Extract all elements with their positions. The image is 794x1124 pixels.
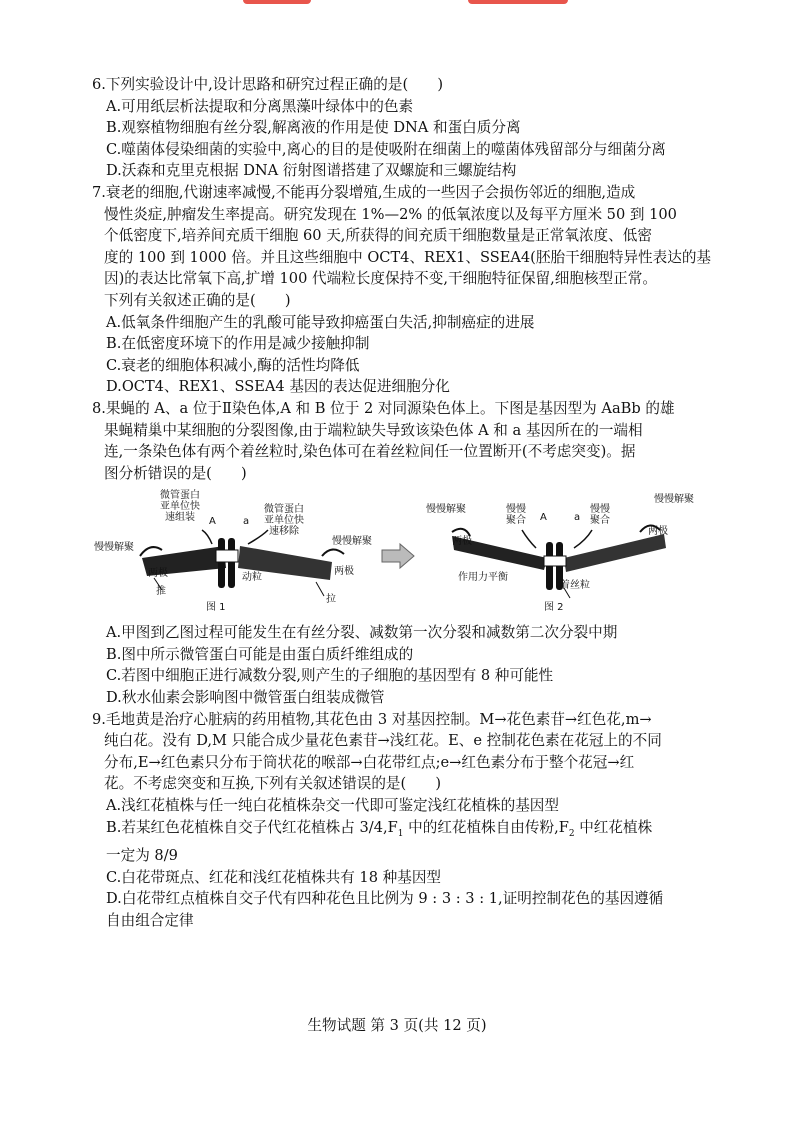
question-7 bbox=[92, 182, 714, 398]
fig1-label-push: 推 bbox=[156, 586, 166, 598]
option-d-continuation: 自由组合定律 bbox=[106, 911, 194, 929]
question-stem-line: 下列有关叙述正确的是( ) bbox=[104, 291, 291, 309]
fig1-label-pull: 拉 bbox=[326, 594, 336, 606]
option-b bbox=[92, 817, 714, 846]
option-c: C.衰老的细胞体积减小,酶的活性均降低 bbox=[106, 356, 360, 374]
option-c: C.白花带斑点、红花和浅红花植株共有 18 种基因型 bbox=[106, 868, 442, 886]
fig2-caption: 图 2 bbox=[544, 602, 564, 614]
option-b-sub-2: 2 bbox=[568, 828, 575, 839]
fig2-label-slow-disassembly-right: 慢慢解聚 bbox=[654, 494, 694, 506]
question-stem: 6.下列实验设计中,设计思路和研究过程正确的是( ) bbox=[92, 76, 444, 93]
fig2-label-gene-a: a bbox=[574, 512, 581, 524]
fig1-spindle bbox=[140, 530, 344, 596]
option-a: A.可用纸层析法提取和分离黑藻叶绿体中的色素 bbox=[106, 97, 414, 115]
fig2-label-pole-right: 两极 bbox=[648, 526, 668, 538]
option-c: C.噬菌体侵染细菌的实验中,离心的目的是使吸附在细菌上的噬菌体残留部分与细菌分离 bbox=[106, 140, 666, 158]
top-red-mark-right bbox=[468, 0, 568, 4]
page-footer: 生物试题 第 3 页(共 12 页) bbox=[307, 1017, 487, 1034]
question-stem-line: 分布,E→红色素只分布于筒状花的喉部→白花带红点;e→红色素分布于整个花冠→红 bbox=[104, 753, 635, 771]
fig1-label-slow-disassembly-left: 慢慢解聚 bbox=[94, 542, 134, 554]
fig1-label-gene-a: a bbox=[243, 516, 250, 528]
option-a: A.甲图到乙图过程可能发生在有丝分裂、减数第一次分裂和减数第二次分裂中期 bbox=[106, 624, 618, 642]
fig2-spindle bbox=[452, 526, 666, 599]
question-stem-line: 纯白花。没有 D,M 只能合成少量花色素苷→浅红花。E、e 控制花色素在花冠上的不同 bbox=[104, 732, 662, 750]
option-a: A.浅红花植株与任一纯白花植株杂交一代即可鉴定浅红花植株的基因型 bbox=[106, 797, 559, 815]
question-stem-line: 连,一条染色体有两个着丝粒时,染色体可在着丝粒间任一位置断开(不考虑突变)。据 bbox=[104, 443, 636, 461]
fig1-label-slow-disassembly-right: 慢慢解聚 bbox=[332, 536, 372, 548]
option-b-sub-1: 1 bbox=[397, 828, 404, 839]
fig2-label-slow-assembly-right: 慢慢 聚合 bbox=[590, 504, 610, 527]
transition-arrow bbox=[382, 544, 414, 568]
option-d: D.白花带红点植株自交子代有四种花色且比例为 9 : 3 : 3 : 1,证明控制花色的基因遵循 bbox=[106, 890, 664, 908]
fig2-label-gene-A: A bbox=[540, 512, 547, 524]
question-stem-line: 图分析错误的是( ) bbox=[104, 464, 247, 482]
option-b: B.图中所示微管蛋白可能是由蛋白质纤维组成的 bbox=[106, 645, 414, 663]
question-8 bbox=[92, 398, 714, 709]
fig1-label-tubulin-fast-removal: 微管蛋白 亚单位快 速移除 bbox=[264, 504, 304, 538]
fig2-label-centromere: 着丝粒 bbox=[560, 580, 590, 592]
option-b-text-3: 中红花植株 bbox=[574, 818, 653, 836]
question-stem-line: 8.果蝇的 A、a 位于Ⅱ染色体,A 和 B 位于 2 对同源染色体上。下图是基因型为 AaBb 的雄 bbox=[92, 399, 675, 417]
question-9 bbox=[92, 709, 714, 932]
question-stem-line: 果蝇精巢中某细胞的分裂图像,由于端粒缺失导致该染色体 A 和 a 基因所在的一端相 bbox=[104, 421, 643, 439]
fig2-label-slow-assembly-left: 慢慢 聚合 bbox=[506, 504, 526, 527]
option-d: D.秋水仙素会影响图中微管蛋白组装成微管 bbox=[106, 689, 385, 707]
question-stem-line: 慢性炎症,肿瘤发生率提高。研究发现在 1%—2% 的低氧浓度以及每平方厘米 50 到 100 bbox=[104, 205, 677, 223]
top-red-mark-left bbox=[243, 0, 311, 4]
option-d: D.OCT4、REX1、SSEA4 基因的表达促进细胞分化 bbox=[106, 378, 450, 396]
fig1-label-tubulin-fast-assembly: 微管蛋白 亚单位快 速组装 bbox=[160, 490, 200, 524]
option-d: D.沃森和克里克根据 DNA 衍射图谱搭建了双螺旋和三螺旋结构 bbox=[106, 162, 517, 180]
fig1-label-pole-right: 两极 bbox=[334, 566, 354, 578]
fig2-label-pole-left: 两极 bbox=[452, 536, 472, 548]
fig2-label-force-balance: 作用力平衡 bbox=[458, 572, 508, 584]
option-b: B.观察植物细胞有丝分裂,解离液的作用是使 DNA 和蛋白质分离 bbox=[106, 119, 521, 137]
option-a: A.低氧条件细胞产生的乳酸可能导致抑癌蛋白失活,抑制癌症的进展 bbox=[106, 313, 535, 331]
question-6 bbox=[92, 74, 714, 182]
question-stem-line: 个低密度下,培养间充质干细胞 60 天,所获得的间充质干细胞数量是正常氧浓度、低密 bbox=[104, 227, 652, 245]
chromosome-division-figure bbox=[92, 490, 712, 618]
option-b-continuation: 一定为 8/9 bbox=[106, 847, 178, 865]
fig1-label-pole-left: 两极 bbox=[148, 568, 168, 580]
option-b-text-2: 中的红花植株自由传粉,F bbox=[403, 818, 569, 836]
option-c: C.若图中细胞正进行减数分裂,则产生的子细胞的基因型有 8 种可能性 bbox=[106, 667, 554, 685]
exam-page bbox=[92, 74, 714, 932]
question-stem-line: 7.衰老的细胞,代谢速率减慢,不能再分裂增殖,生成的一些因子会损伤邻近的细胞,造成 bbox=[92, 183, 636, 201]
fig1-label-kinetochore: 动粒 bbox=[242, 572, 262, 584]
fig2-label-slow-disassembly-left: 慢慢解聚 bbox=[426, 504, 466, 516]
option-b-text-1: B.若某红色花植株自交子代红花植株占 3/4,F bbox=[106, 818, 398, 836]
question-stem-line: 花。不考虑突变和互换,下列有关叙述错误的是( ) bbox=[104, 775, 442, 793]
fig1-caption: 图 1 bbox=[206, 602, 226, 614]
question-stem-line: 度的 100 到 1000 倍。并且这些细胞中 OCT4、REX1、SSEA4(胚胎干细胞特异性表达的基 bbox=[104, 248, 712, 266]
fig1-label-gene-A: A bbox=[209, 516, 216, 528]
question-stem-line: 9.毛地黄是治疗心脏病的药用植物,其花色由 3 对基因控制。M→花色素苷→红色花,m→ bbox=[92, 710, 652, 728]
option-b: B.在低密度环境下的作用是减少接触抑制 bbox=[106, 335, 370, 353]
question-stem-line: 因)的表达比常氧下高,扩增 100 代端粒长度保持不变,干细胞特征保留,细胞核型正常。 bbox=[104, 270, 657, 288]
